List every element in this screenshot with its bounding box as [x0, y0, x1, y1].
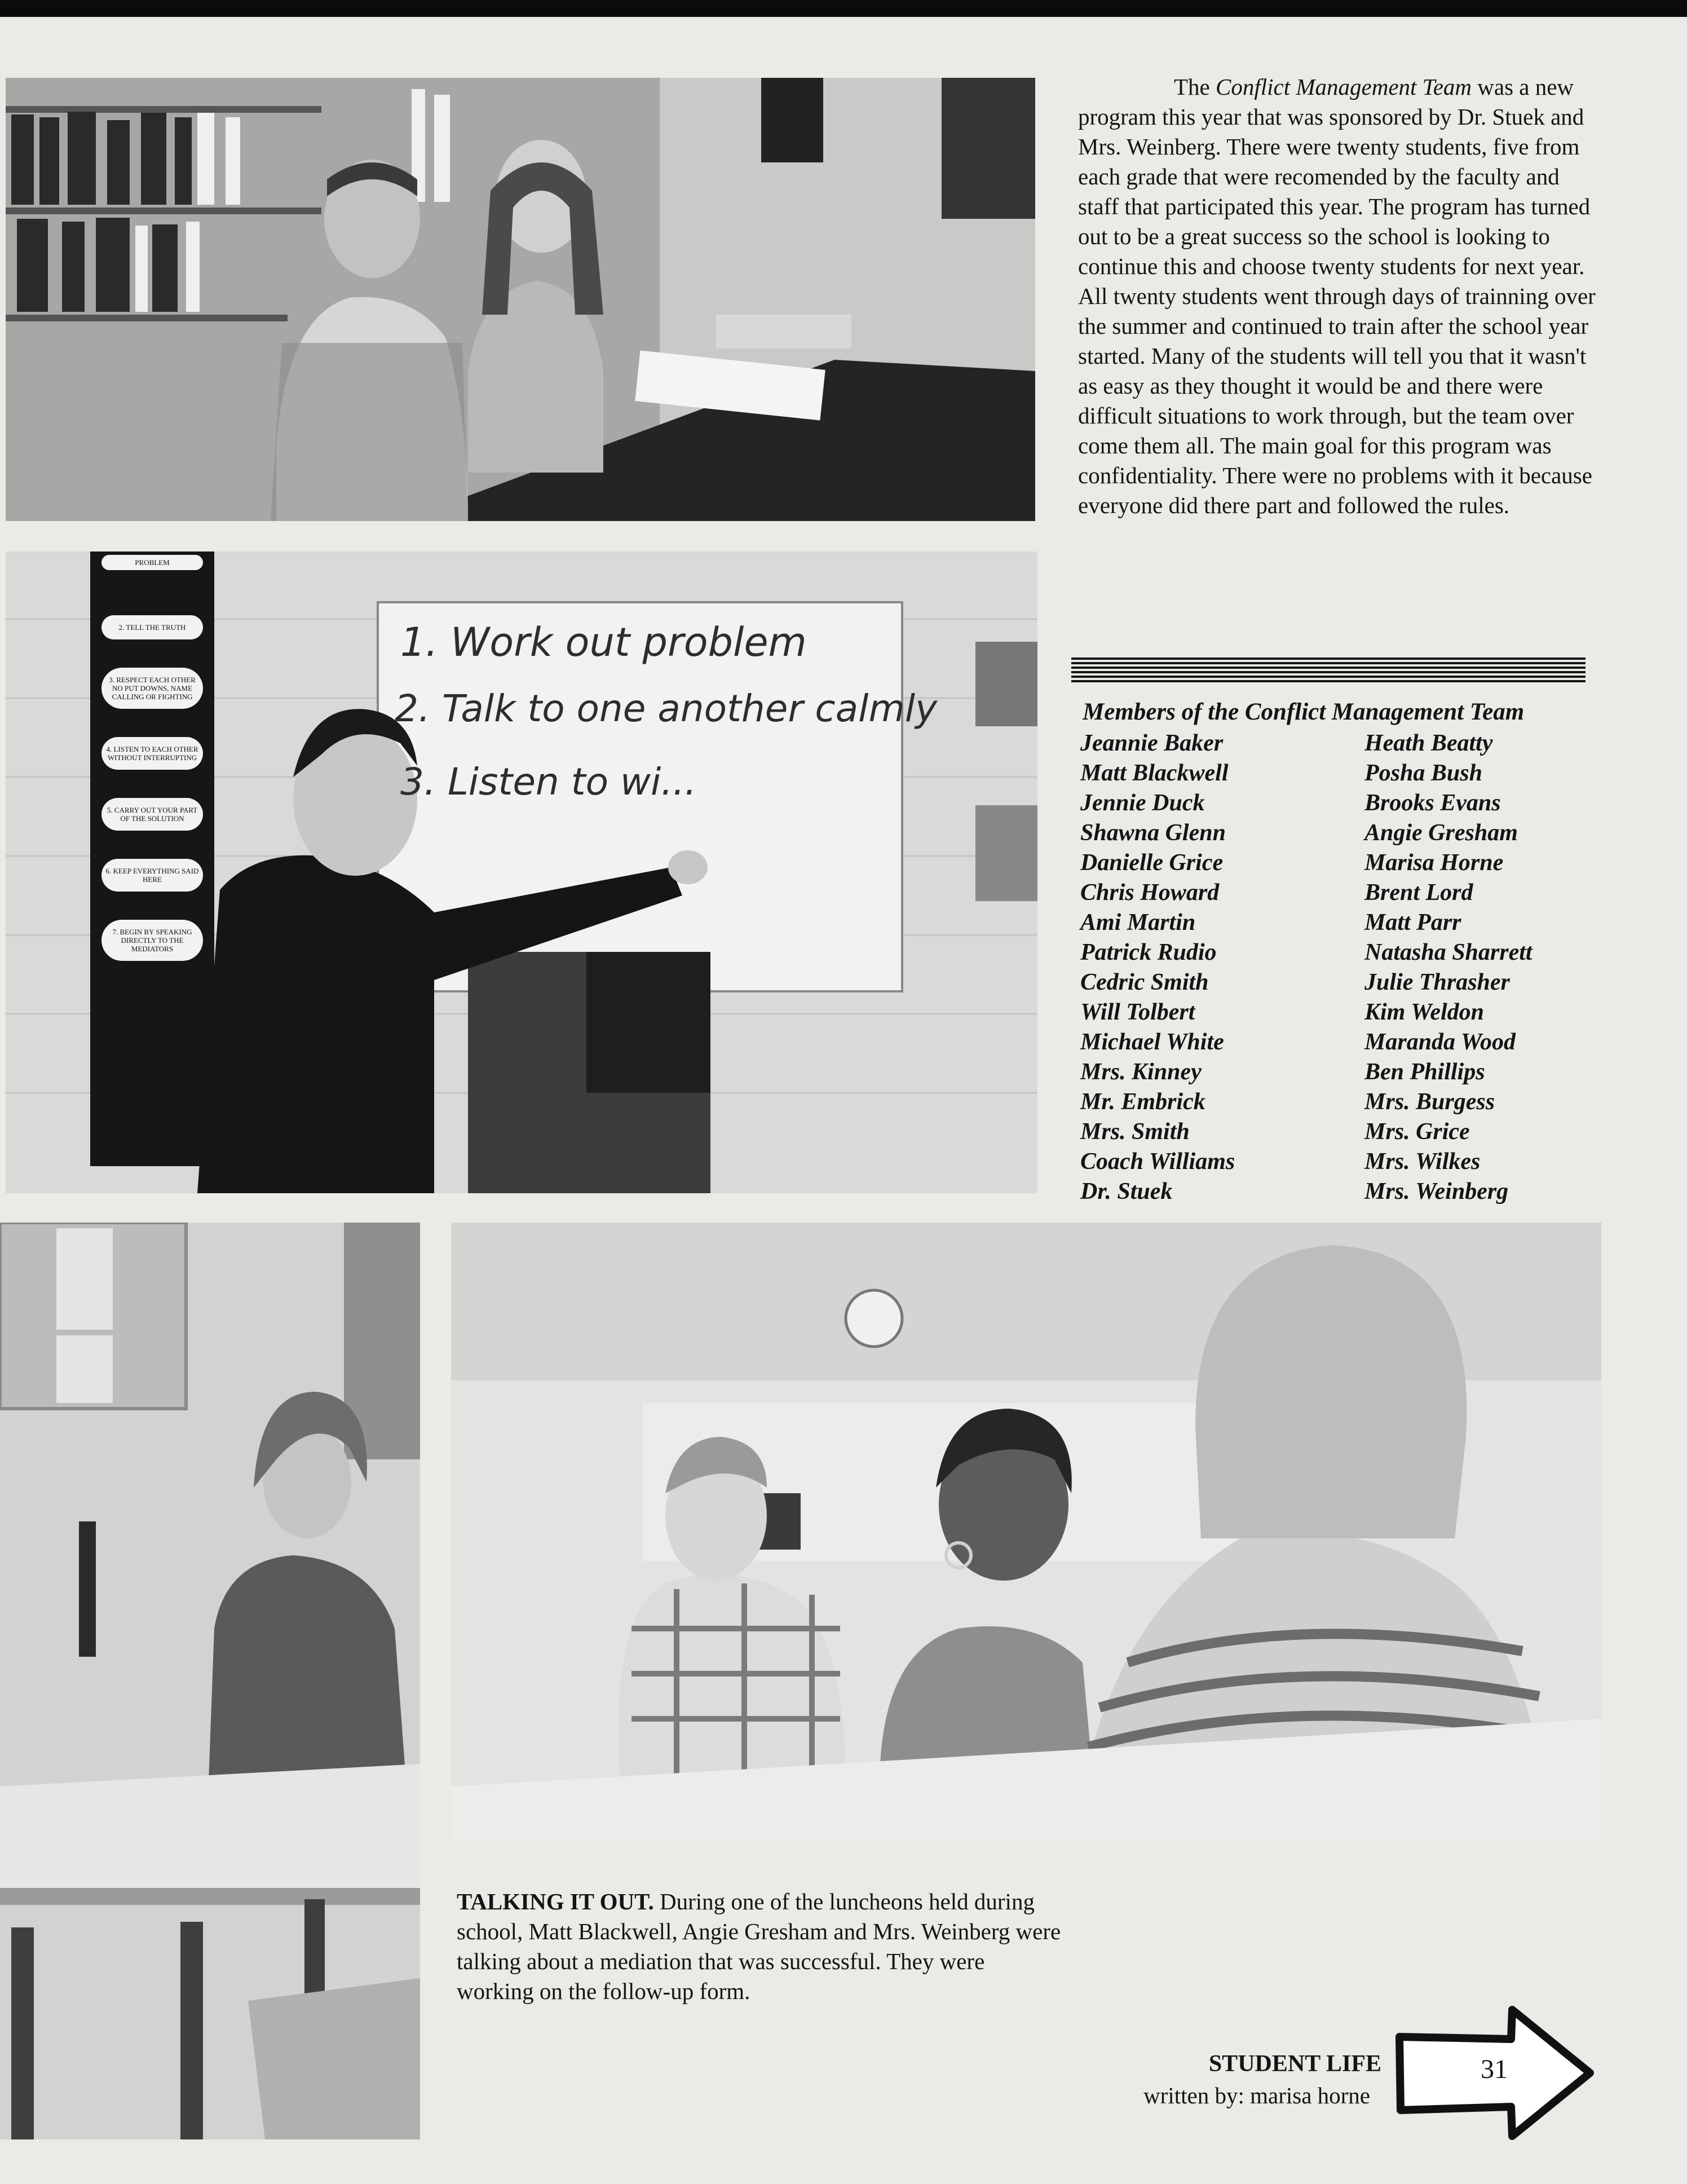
member-name: Cedric Smith — [1080, 969, 1209, 995]
photo-library-students-image — [6, 78, 1035, 521]
member-name: Mrs. Smith — [1080, 1119, 1190, 1145]
caption-headline: TALKING IT OUT. — [457, 1889, 654, 1914]
article-text: was a new program this year that was sponsored by Dr. Stuek and Mrs. Weinberg. There were twenty students, five from each grade that were recomended by the faculty and staff that participated this year. The program has turned out to be a great success so the school is looking to continue this and choose twenty students for next year. All twenty students went through days of trainning over the summer and continued to train after the school year started. Many of the students will tell you that it wasn't as easy as they thought it would be and there were difficult situations to work through, but the team over come them all. The main goal for this program was confidentiality. There were no problems with it because everyone did there part and followed the rules. — [1078, 74, 1596, 518]
poster-item: 3. RESPECT EACH OTHER NO PUT DOWNS, NAME CALLING OR FIGHTING — [101, 668, 203, 709]
whiteboard-line: 3. Listen to wi... — [400, 760, 697, 804]
members-column-2 — [1364, 729, 1533, 1207]
member-name: Mrs. Kinney — [1080, 1059, 1202, 1085]
member-name: Ben Phillips — [1364, 1059, 1485, 1085]
photo-teacher-at-table — [0, 1223, 420, 2139]
article-lead: The — [1174, 74, 1216, 100]
member-name: Posha Bush — [1364, 760, 1482, 786]
poster-item: 5. CARRY OUT YOUR PART OF THE SOLUTION — [101, 798, 203, 831]
members-title: Members of the Conflict Management Team — [1083, 699, 1525, 725]
photo-teacher-image — [0, 1223, 420, 2139]
member-name: Brent Lord — [1364, 880, 1473, 906]
photo-talking-image — [451, 1223, 1601, 1842]
photo-library-students — [6, 78, 1035, 521]
page-number: 31 — [1481, 2054, 1508, 2084]
member-name: Maranda Wood — [1364, 1029, 1516, 1055]
member-name: Mrs. Wilkes — [1364, 1149, 1481, 1175]
member-name: Matt Parr — [1364, 910, 1461, 936]
members-column-1 — [1080, 729, 1235, 1207]
caption-text: During one of the luncheons held during school, Matt Blackwell, Angie Gresham and Mrs. Weinberg were talking about a mediation that was successful. They were working on the follow-up form. — [457, 1889, 1061, 2004]
member-name: Marisa Horne — [1364, 850, 1504, 876]
mediation-rules-poster — [97, 551, 207, 961]
member-name: Michael White — [1080, 1029, 1224, 1055]
member-name: Julie Thrasher — [1364, 969, 1510, 995]
author-credit: written by: marisa horne — [1143, 2082, 1370, 2108]
member-name: Jeannie Baker — [1080, 730, 1224, 756]
member-name: Dr. Stuek — [1080, 1179, 1173, 1204]
member-name: Mr. Embrick — [1080, 1089, 1205, 1115]
poster-item: 6. KEEP EVERYTHING SAID HERE — [101, 859, 203, 892]
poster-item: PROBLEM — [101, 555, 203, 570]
photo-whiteboard-presentation — [6, 551, 1037, 1193]
section-label: STUDENT LIFE — [1208, 2051, 1381, 2077]
member-name: Natasha Sharrett — [1364, 939, 1533, 965]
member-name: Mrs. Burgess — [1364, 1089, 1495, 1115]
member-name: Coach Williams — [1080, 1149, 1235, 1175]
whiteboard-line: 1. Work out problem — [400, 619, 807, 665]
section-divider — [1071, 658, 1586, 687]
member-name: Will Tolbert — [1080, 999, 1195, 1025]
member-name: Shawna Glenn — [1080, 820, 1226, 846]
member-name: Matt Blackwell — [1080, 760, 1229, 786]
article-body — [1078, 72, 1597, 520]
member-name: Patrick Rudio — [1080, 939, 1217, 965]
member-name: Mrs. Weinberg — [1364, 1179, 1509, 1204]
poster-item: 2. TELL THE TRUTH — [101, 615, 203, 639]
photo-caption — [457, 1887, 1066, 2006]
scan-edge — [0, 0, 1687, 17]
member-name: Chris Howard — [1080, 880, 1220, 906]
poster-item: 4. LISTEN TO EACH OTHER WITHOUT INTERRUPTING — [101, 737, 203, 770]
member-name: Kim Weldon — [1364, 999, 1484, 1025]
whiteboard-line: 2. Talk to one another calmly — [395, 687, 938, 730]
poster-item: 7. BEGIN BY SPEAKING DIRECTLY TO THE MEDIATORS — [101, 920, 203, 961]
member-name: Danielle Grice — [1080, 850, 1224, 876]
article-team-name: Conflict Management Team — [1216, 74, 1472, 100]
member-name: Ami Martin — [1080, 910, 1196, 936]
photo-talking-it-out — [451, 1223, 1601, 1842]
member-name: Angie Gresham — [1364, 820, 1518, 846]
member-name: Heath Beatty — [1364, 730, 1493, 756]
member-name: Brooks Evans — [1364, 790, 1501, 816]
member-name: Jennie Duck — [1080, 790, 1205, 816]
member-name: Mrs. Grice — [1364, 1119, 1470, 1145]
